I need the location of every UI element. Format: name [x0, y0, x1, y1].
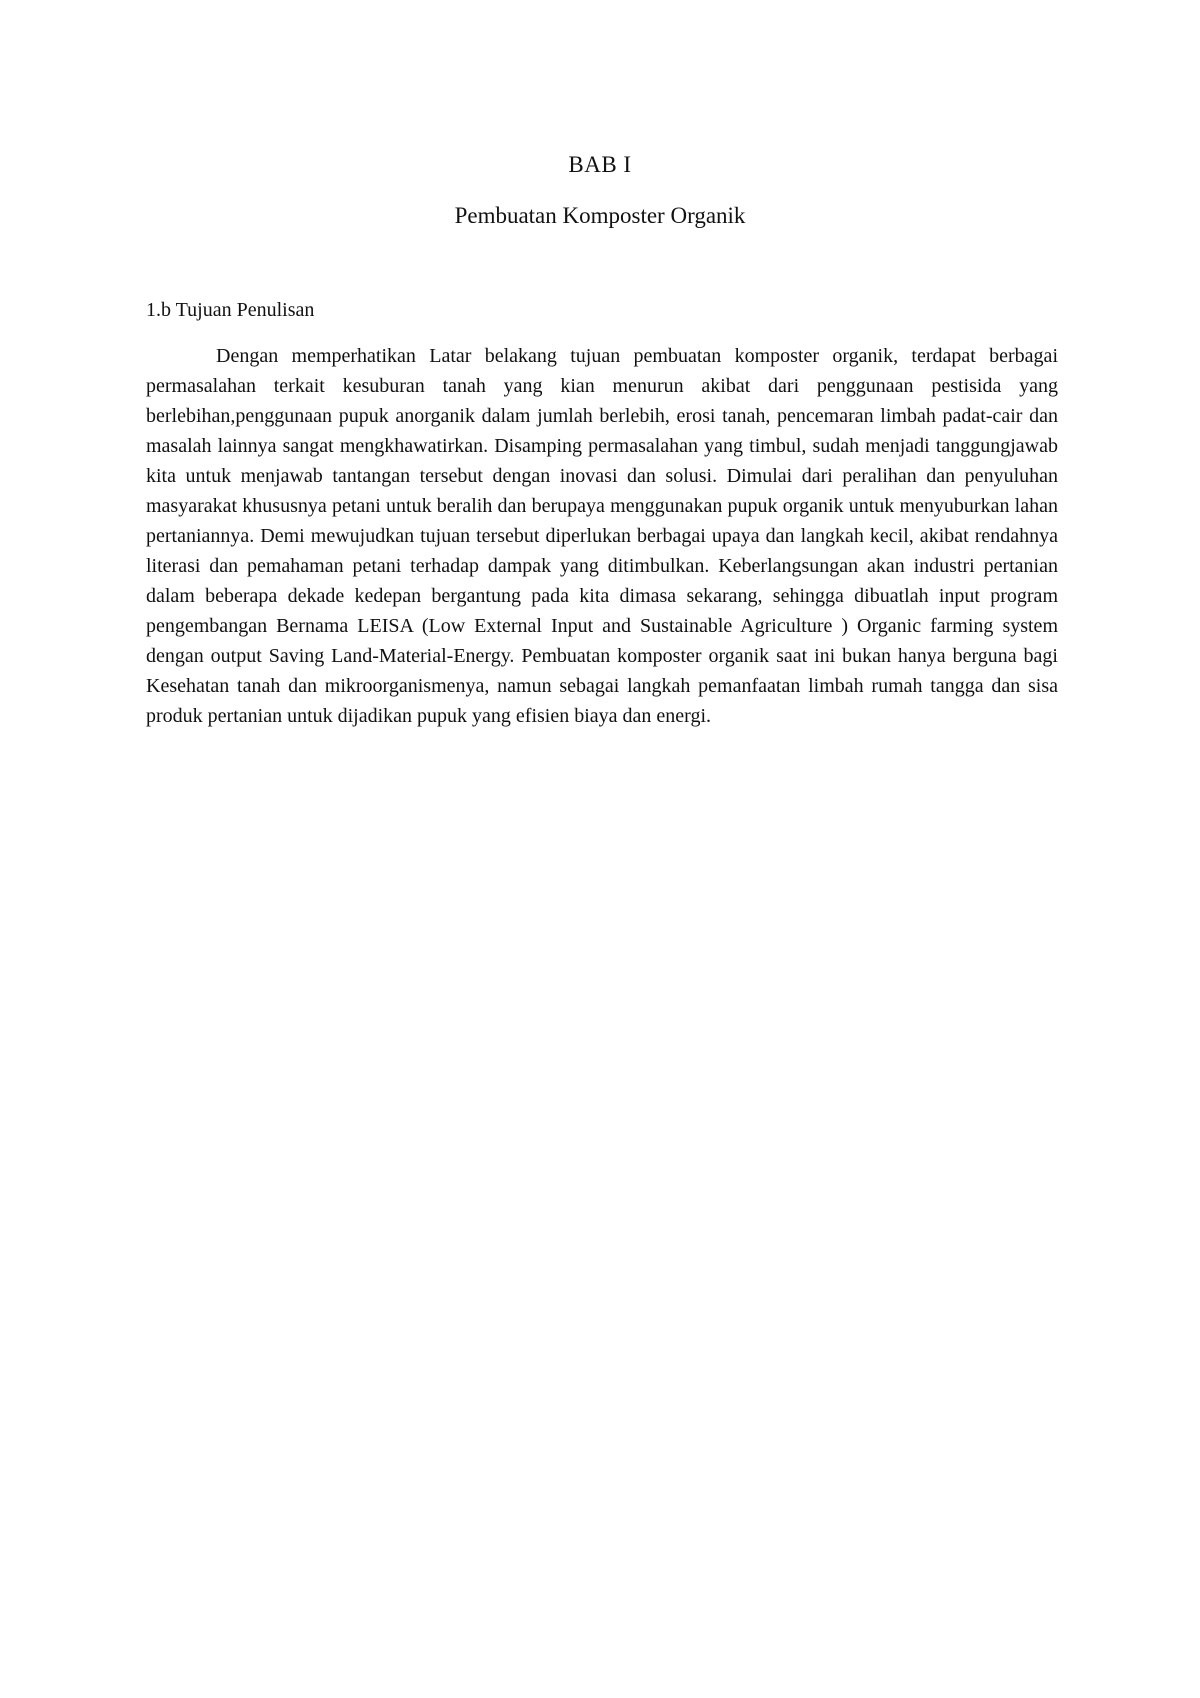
chapter-heading: BAB I [568, 152, 632, 177]
section-heading: 1.b Tujuan Penulisan [146, 299, 315, 321]
body-paragraph: Dengan memperhatikan Latar belakang tujuan pembuatan komposter organik, terdapat berbagai permasalahan terkait kesuburan tanah yang kian menurun akibat dari penggunaan pestisida yang berlebihan,penggunaan pupuk anorganik dalam jumlah berlebih, erosi tanah, pencemaran limbah padat-cair dan masalah lainnya sangat mengkhawatirkan. Disamping permasalahan yang timbul, sudah menjadi tanggungjawab kita untuk menjawab tantangan tersebut dengan inovasi dan solusi. Dimulai dari peralihan dan penyuluhan masyarakat khususnya petani untuk beralih dan berupaya menggunakan pupuk organik untuk menyuburkan lahan pertaniannya. Demi mewujudkan tujuan tersebut diperlukan berbagai upaya dan langkah kecil, akibat rendahnya literasi dan pemahaman petani terhadap dampak yang ditimbulkan. Keberlangsungan akan industri pertanian dalam beberapa dekade kedepan bergantung pada kita dimasa sekarang, sehingga dibuatlah input program pengembangan Bernama LEISA (Low External Input and Sustainable Agriculture ) Organic farming system dengan output Saving Land-Material-Energy. Pembuatan komposter organik saat ini bukan hanya berguna bagi Kesehatan tanah dan mikroorganismenya, namun sebagai langkah pemanfaatan limbah rumah tangga dan sisa produk pertanian untuk dijadikan pupuk yang efisien biaya dan energi. [146, 345, 1058, 727]
document-title: Pembuatan Komposter Organik [454, 203, 746, 228]
